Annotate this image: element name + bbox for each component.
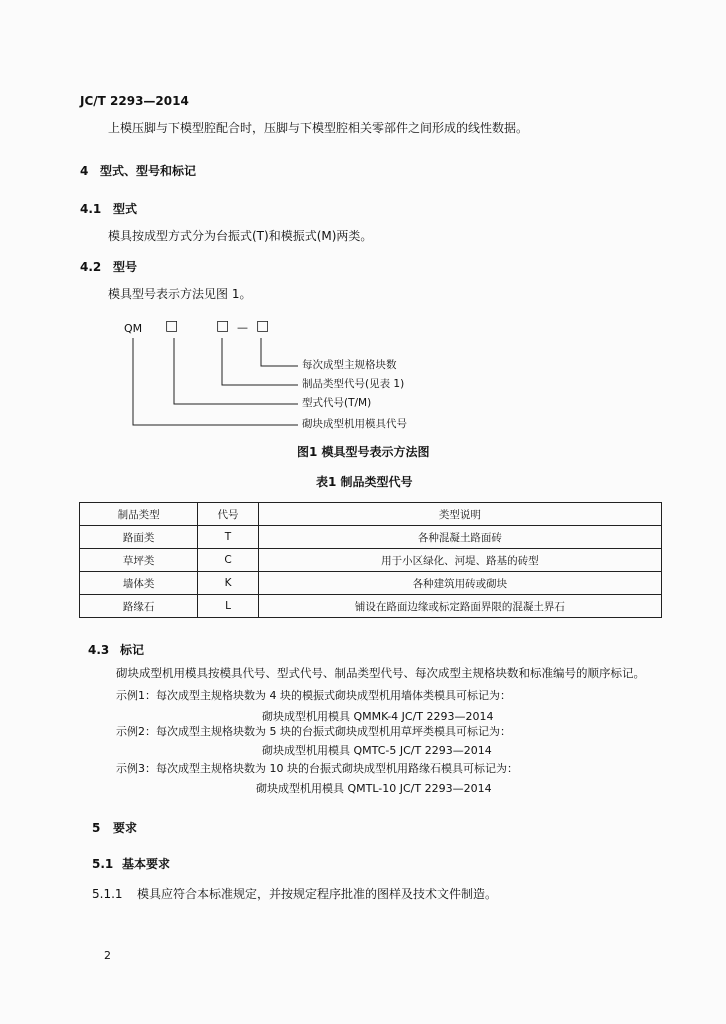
table-cell: 墙体类: [80, 572, 198, 595]
example-3-description: 示例3：每次成型主规格块数为 10 块的台振式砌块成型机用路缘石模具可标记为：: [116, 762, 518, 775]
section-5-1-title: 基本要求: [122, 857, 171, 871]
section-4-1-text: 模具按成型方式分为台振式(T)和模振式(M)两类。: [108, 229, 373, 243]
section-5-number: 5: [92, 821, 101, 835]
diagram-dash: —: [237, 321, 248, 334]
section-5-title: 要求: [113, 821, 138, 835]
example-2-description: 示例2：每次成型主规格块数为 5 块的台振式砌块成型机用草坪类模具可标记为：: [116, 725, 511, 738]
product-type-table: [79, 502, 662, 618]
section-4-3-text: 砌块成型机用模具按模具代号、型式代号、制品类型代号、每次成型主规格块数和标准编号的顺序标记。: [116, 666, 645, 680]
table-cell: 路面类: [80, 526, 198, 549]
section-4-2-title: 型号: [113, 260, 138, 274]
section-4-3-number: 4.3: [88, 643, 110, 657]
table-header-cell: 制品类型: [80, 503, 198, 526]
table-header-cell: 类型说明: [258, 503, 661, 526]
table-cell: 铺设在路面边缘或标定路面界限的混凝土界石: [258, 595, 661, 618]
table-cell: 用于小区绿化、河堤、路基的砖型: [258, 549, 661, 572]
table-row: [80, 595, 662, 618]
section-4-2-text: 模具型号表示方法见图 1。: [108, 287, 252, 301]
standard-code-header: JC/T 2293—2014: [80, 94, 189, 108]
diagram-label-product: 制品类型代号(见表 1): [302, 378, 405, 390]
example-2-mark: 砌块成型机用模具 QMTC-5 JC/T 2293—2014: [262, 744, 492, 757]
example-3-mark: 砌块成型机用模具 QMTL-10 JC/T 2293—2014: [256, 782, 492, 795]
table-header-cell: 代号: [198, 503, 259, 526]
section-4-title: 型式、型号和标记: [100, 164, 197, 178]
table-row: [80, 526, 662, 549]
example-1-mark: 砌块成型机用模具 QMMK-4 JC/T 2293—2014: [262, 710, 494, 723]
table-row: [80, 572, 662, 595]
table-cell: 各种建筑用砖或砌块: [258, 572, 661, 595]
section-4-number: 4: [80, 164, 89, 178]
table-header-row: [80, 503, 662, 526]
table-cell: T: [198, 526, 259, 549]
section-4-2-number: 4.2: [80, 260, 102, 274]
diagram-label-count: 每次成型主规格块数: [302, 359, 397, 371]
example-1-description: 示例1：每次成型主规格块数为 4 块的模振式砌块成型机用墙体类模具可标记为：: [116, 689, 511, 702]
diagram-box-product: □: [216, 318, 230, 334]
figure-caption: 图1 模具型号表示方法图: [297, 445, 430, 459]
diagram-box-type: □: [165, 318, 179, 334]
diagram-label-type: 型式代号(T/M): [302, 397, 372, 409]
section-4-3-title: 标记: [120, 643, 145, 657]
section-4-1-number: 4.1: [80, 202, 102, 216]
table-caption: 表1 制品类型代号: [316, 475, 413, 489]
table-cell: 路缘石: [80, 595, 198, 618]
diagram-box-count: □: [256, 318, 270, 334]
section-5-1-1-text: 模具应符合本标准规定，并按规定程序批准的图样及技术文件制造。: [137, 887, 498, 901]
section-5-1-1-number: 5.1.1: [92, 887, 123, 901]
table-cell: C: [198, 549, 259, 572]
section-5-1-number: 5.1: [92, 857, 114, 871]
section-4-1-title: 型式: [113, 202, 138, 216]
page-number: 2: [104, 949, 111, 962]
table-cell: L: [198, 595, 259, 618]
intro-paragraph: 上模压脚与下模型腔配合时，压脚与下模型腔相关零部件之间形成的线性数据。: [108, 121, 529, 135]
table-cell: K: [198, 572, 259, 595]
diagram-label-mold-code: 砌块成型机用模具代号: [302, 418, 407, 430]
diagram-prefix-qm: QM: [124, 322, 143, 335]
table-cell: 草坪类: [80, 549, 198, 572]
table-row: [80, 549, 662, 572]
table-cell: 各种混凝土路面砖: [258, 526, 661, 549]
